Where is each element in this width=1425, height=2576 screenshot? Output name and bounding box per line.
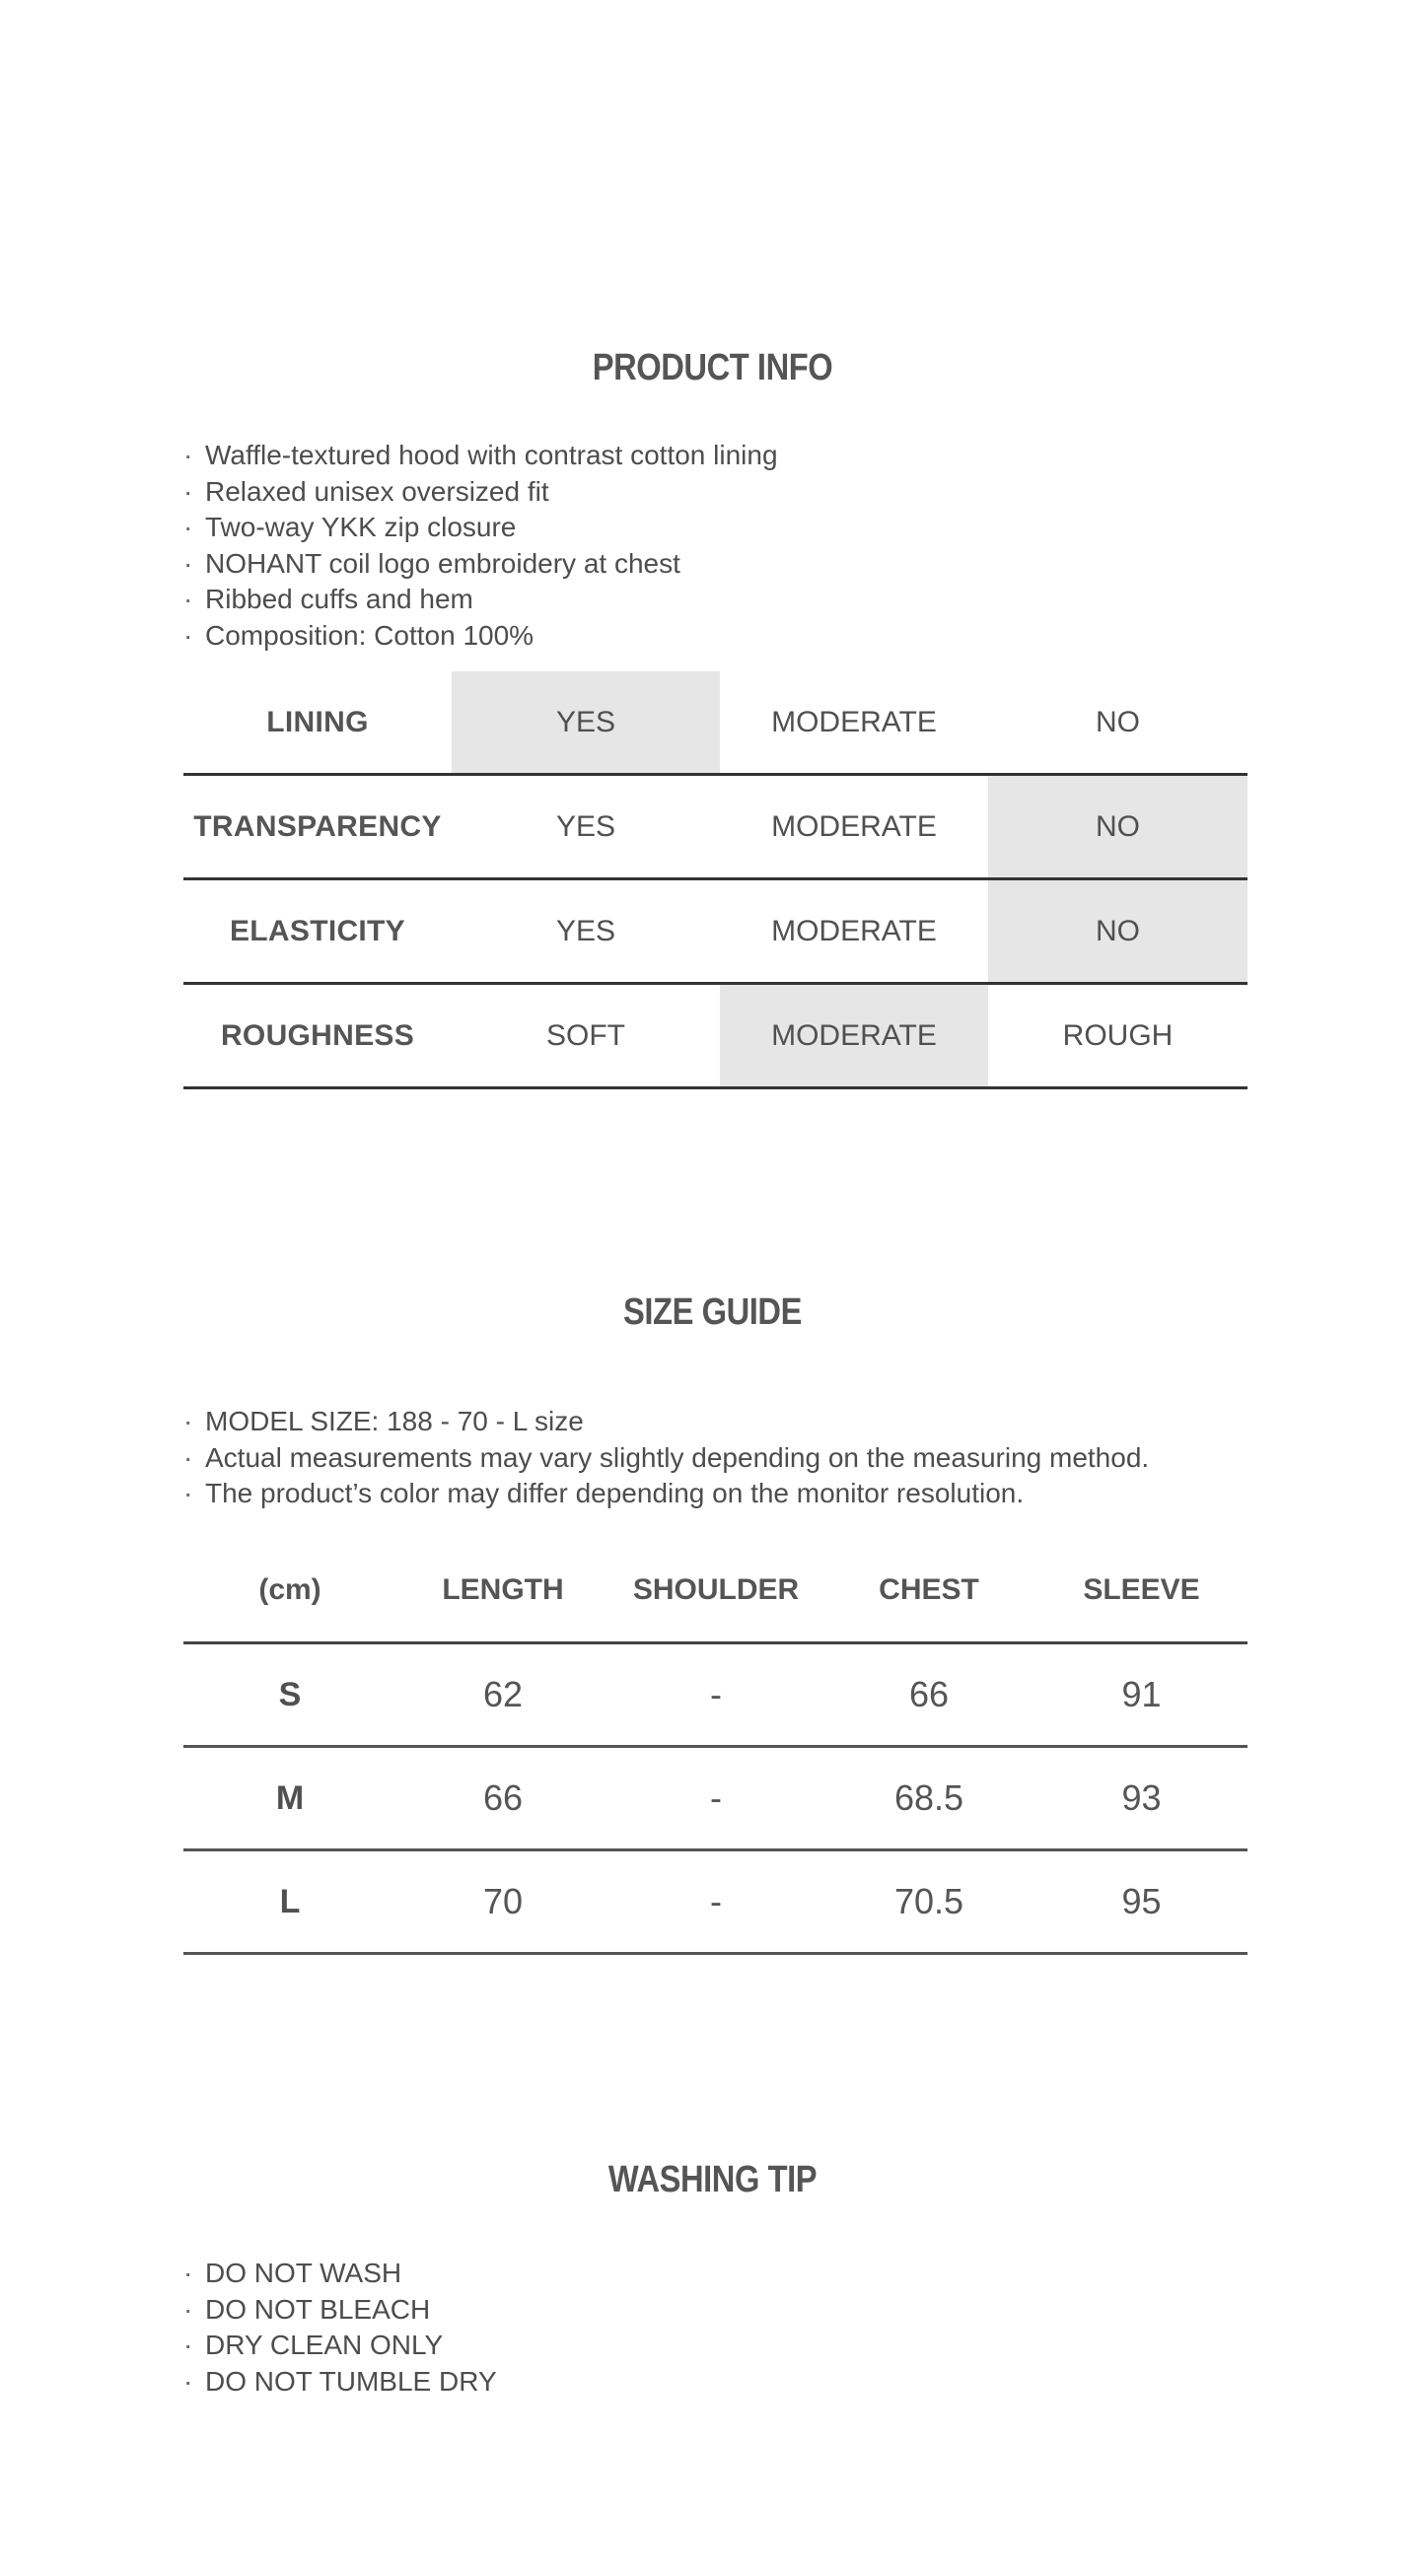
bullet-icon: · [183, 1406, 193, 1436]
table-cell: YES [452, 879, 720, 984]
bullet-icon: · [183, 2365, 193, 2397]
table-cell: 93 [1035, 1747, 1247, 1850]
bullet-icon: · [183, 2258, 193, 2288]
column-header: SLEEVE [1035, 1539, 1247, 1643]
bullet-text: DO NOT BLEACH [205, 2293, 431, 2325]
bullet-text: DO NOT TUMBLE DRY [205, 2365, 497, 2397]
bullet-icon: · [183, 512, 193, 542]
size-table [183, 1539, 1247, 1955]
washing-tip-bullets [183, 2256, 497, 2400]
fabric-properties-table [183, 671, 1247, 1089]
bullet-icon: · [183, 440, 193, 470]
list-item [183, 2364, 497, 2401]
list-item [183, 510, 778, 546]
row-label: LINING [183, 671, 452, 775]
list-item [183, 1476, 1149, 1512]
table-cell: 95 [1035, 1850, 1247, 1954]
product-info-bullets [183, 438, 778, 654]
bullet-icon: · [183, 1441, 193, 1473]
table-cell-selected: MODERATE [720, 984, 988, 1088]
bullet-icon: · [183, 475, 193, 507]
bullet-text: DO NOT WASH [205, 2258, 402, 2288]
list-item [183, 1404, 1149, 1440]
table-row [183, 1643, 1247, 1747]
table-row [183, 984, 1247, 1088]
list-item [183, 546, 778, 583]
list-item [183, 2256, 497, 2292]
table-row [183, 1850, 1247, 1954]
bullet-text: MODEL SIZE: 188 - 70 - L size [205, 1406, 584, 1436]
table-cell-selected: NO [988, 879, 1247, 984]
bullet-text: The product’s color may differ depending on the monitor resolution. [205, 1478, 1025, 1508]
bullet-icon: · [183, 584, 193, 614]
washing-tip-title: WASHING TIP [607, 2159, 818, 2200]
size-guide-bullets [183, 1404, 1149, 1512]
table-cell-selected: YES [452, 671, 720, 775]
table-row [183, 671, 1247, 775]
list-item [183, 618, 778, 655]
size-label: S [183, 1643, 396, 1747]
table-cell: NO [988, 671, 1247, 775]
table-header-row [183, 1539, 1247, 1643]
bullet-icon: · [183, 2330, 193, 2360]
table-row [183, 879, 1247, 984]
bullet-text: Relaxed unisex oversized fit [205, 475, 549, 507]
table-cell: - [609, 1850, 822, 1954]
table-cell: - [609, 1747, 822, 1850]
table-cell: - [609, 1643, 822, 1747]
size-label: L [183, 1850, 396, 1954]
size-label: M [183, 1747, 396, 1850]
table-cell: 62 [396, 1643, 609, 1747]
table-row [183, 1747, 1247, 1850]
bullet-text: NOHANT coil logo embroidery at chest [205, 547, 680, 579]
table-cell: MODERATE [720, 671, 988, 775]
table-cell: SOFT [452, 984, 720, 1088]
bullet-icon: · [183, 547, 193, 579]
table-row [183, 775, 1247, 879]
bullet-text: DRY CLEAN ONLY [205, 2330, 444, 2360]
list-item [183, 582, 778, 618]
bullet-icon: · [183, 2293, 193, 2325]
bullet-text: Composition: Cotton 100% [205, 619, 534, 651]
product-info-title: PRODUCT INFO [592, 347, 833, 388]
column-header: CHEST [822, 1539, 1035, 1643]
size-guide-title: SIZE GUIDE [623, 1291, 802, 1333]
column-header: SHOULDER [609, 1539, 822, 1643]
table-cell: 70.5 [822, 1850, 1035, 1954]
list-item [183, 474, 778, 511]
column-header: (cm) [183, 1539, 396, 1643]
list-item [183, 2328, 497, 2364]
table-cell-selected: NO [988, 775, 1247, 879]
column-header: LENGTH [396, 1539, 609, 1643]
table-cell: 66 [822, 1643, 1035, 1747]
table-cell: MODERATE [720, 775, 988, 879]
table-cell: 70 [396, 1850, 609, 1954]
list-item [183, 438, 778, 474]
row-label: ROUGHNESS [183, 984, 452, 1088]
table-cell: 91 [1035, 1643, 1247, 1747]
bullet-text: Actual measurements may vary slightly depending on the measuring method. [205, 1441, 1150, 1473]
list-item [183, 1440, 1149, 1477]
table-cell: ROUGH [988, 984, 1247, 1088]
table-cell: 68.5 [822, 1747, 1035, 1850]
bullet-text: Two-way YKK zip closure [205, 512, 517, 542]
bullet-text: Ribbed cuffs and hem [205, 584, 473, 614]
list-item [183, 2292, 497, 2329]
row-label: TRANSPARENCY [183, 775, 452, 879]
bullet-icon: · [183, 1478, 193, 1508]
table-cell: 66 [396, 1747, 609, 1850]
bullet-icon: · [183, 619, 193, 651]
table-cell: MODERATE [720, 879, 988, 984]
table-cell: YES [452, 775, 720, 879]
bullet-text: Waffle-textured hood with contrast cotton lining [205, 440, 778, 470]
row-label: ELASTICITY [183, 879, 452, 984]
